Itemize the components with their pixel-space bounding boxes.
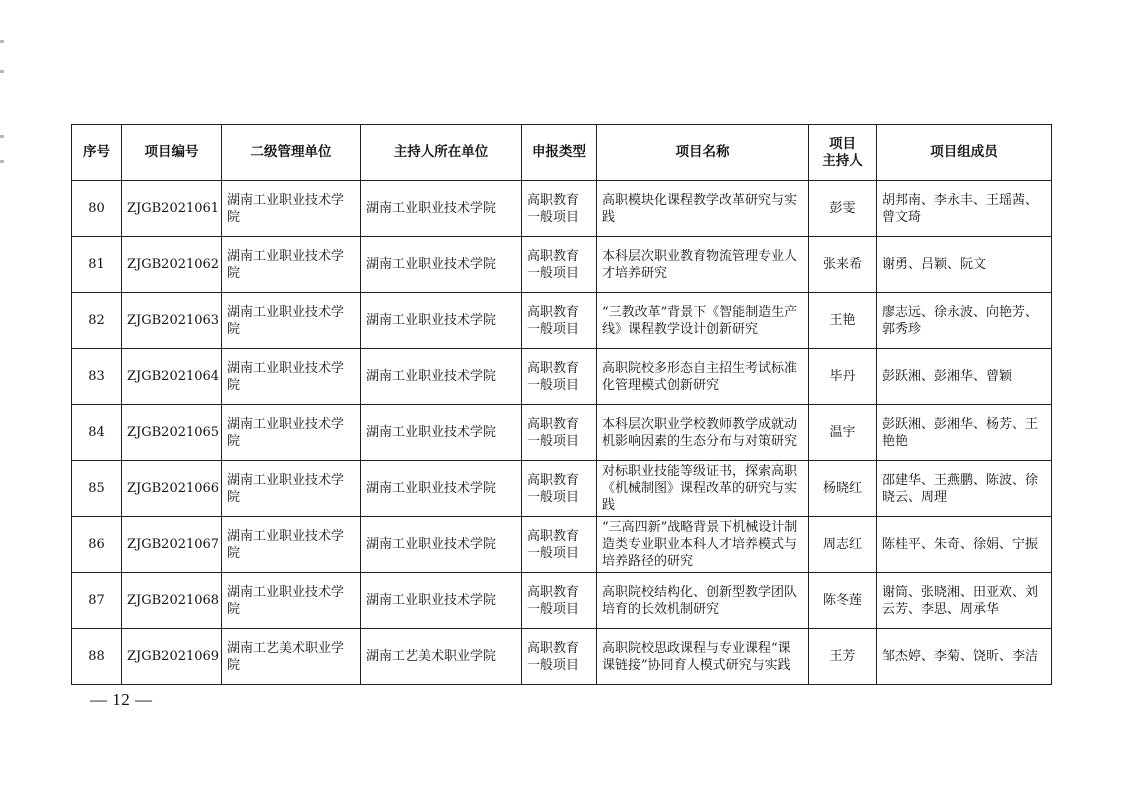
cell-seq: 87 bbox=[72, 573, 122, 629]
cell-host: 毕丹 bbox=[809, 349, 877, 405]
cell-members: 彭跃湘、彭湘华、曾颖 bbox=[877, 349, 1052, 405]
cell-mgmt-unit: 湖南工业职业技术学院 bbox=[222, 461, 361, 517]
cell-apply-type: 高职教育一般项目 bbox=[522, 573, 597, 629]
cell-code: ZJGB2021066 bbox=[122, 461, 222, 517]
table-row bbox=[72, 405, 1052, 461]
cell-code: ZJGB2021062 bbox=[122, 237, 222, 293]
table-row bbox=[72, 517, 1052, 573]
cell-code: ZJGB2021067 bbox=[122, 517, 222, 573]
cell-members: 廖志远、徐永波、向艳芳、郭秀珍 bbox=[877, 293, 1052, 349]
cell-seq: 82 bbox=[72, 293, 122, 349]
project-list-table bbox=[71, 124, 1052, 685]
cell-project-name: 高职院校多形态自主招生考试标准化管理模式创新研究 bbox=[597, 349, 809, 405]
cell-code: ZJGB2021063 bbox=[122, 293, 222, 349]
cell-apply-type: 高职教育一般项目 bbox=[522, 405, 597, 461]
cell-apply-type: 高职教育一般项目 bbox=[522, 349, 597, 405]
cell-members: 邵建华、王燕鹏、陈波、徐晓云、周理 bbox=[877, 461, 1052, 517]
cell-project-name: 本科层次职业教育物流管理专业人才培养研究 bbox=[597, 237, 809, 293]
cell-host: 王艳 bbox=[809, 293, 877, 349]
cell-apply-type: 高职教育一般项目 bbox=[522, 629, 597, 685]
cell-code: ZJGB2021069 bbox=[122, 629, 222, 685]
header-host-line2: 主持人 bbox=[822, 152, 863, 169]
header-project-name: 项目名称 bbox=[597, 125, 809, 181]
cell-seq: 86 bbox=[72, 517, 122, 573]
cell-host-unit: 湖南工业职业技术学院 bbox=[361, 405, 522, 461]
cell-members: 谢筒、张晓湘、田亚欢、刘云芳、李思、周承华 bbox=[877, 573, 1052, 629]
cell-code: ZJGB2021061 bbox=[122, 181, 222, 237]
table-row bbox=[72, 461, 1052, 517]
cell-mgmt-unit: 湖南工业职业技术学院 bbox=[222, 293, 361, 349]
cell-host-unit: 湖南工业职业技术学院 bbox=[361, 181, 522, 237]
cell-seq: 85 bbox=[72, 461, 122, 517]
header-host-unit: 主持人所在单位 bbox=[361, 125, 522, 181]
cell-mgmt-unit: 湖南工业职业技术学院 bbox=[222, 405, 361, 461]
table-row bbox=[72, 181, 1052, 237]
cell-seq: 80 bbox=[72, 181, 122, 237]
header-host-line1: 项目 bbox=[829, 135, 856, 152]
header-mgmt-unit: 二级管理单位 bbox=[222, 125, 361, 181]
cell-mgmt-unit: 湖南工业职业技术学院 bbox=[222, 349, 361, 405]
cell-host-unit: 湖南工业职业技术学院 bbox=[361, 573, 522, 629]
header-code: 项目编号 bbox=[122, 125, 222, 181]
cell-apply-type: 高职教育一般项目 bbox=[522, 181, 597, 237]
cell-project-name: 高职院校结构化、创新型教学团队培育的长效机制研究 bbox=[597, 573, 809, 629]
cell-host-unit: 湖南工业职业技术学院 bbox=[361, 237, 522, 293]
page-number: — 12 — bbox=[90, 690, 153, 709]
cell-host-unit: 湖南工业职业技术学院 bbox=[361, 293, 522, 349]
cell-host: 杨晓红 bbox=[809, 461, 877, 517]
margin-mark bbox=[0, 135, 4, 138]
cell-project-name: “三高四新”战略背景下机械设计制造类专业职业本科人才培养模式与培养路径的研究 bbox=[597, 517, 809, 573]
header-members: 项目组成员 bbox=[877, 125, 1052, 181]
cell-host-unit: 湖南工业职业技术学院 bbox=[361, 349, 522, 405]
cell-mgmt-unit: 湖南工业职业技术学院 bbox=[222, 237, 361, 293]
cell-members: 邹杰婷、李菊、饶昕、李洁 bbox=[877, 629, 1052, 685]
table-header-row bbox=[72, 125, 1052, 181]
table-row bbox=[72, 293, 1052, 349]
table-body bbox=[72, 181, 1052, 685]
cell-members: 谢勇、吕颖、阮文 bbox=[877, 237, 1052, 293]
cell-members: 胡邦南、李永丰、王瑶茜、曾文琦 bbox=[877, 181, 1052, 237]
cell-apply-type: 高职教育一般项目 bbox=[522, 461, 597, 517]
cell-apply-type: 高职教育一般项目 bbox=[522, 237, 597, 293]
cell-apply-type: 高职教育一般项目 bbox=[522, 293, 597, 349]
cell-host-unit: 湖南工艺美术职业学院 bbox=[361, 629, 522, 685]
header-apply-type: 申报类型 bbox=[522, 125, 597, 181]
cell-seq: 81 bbox=[72, 237, 122, 293]
cell-host: 王芳 bbox=[809, 629, 877, 685]
cell-host: 张来希 bbox=[809, 237, 877, 293]
table-row bbox=[72, 237, 1052, 293]
cell-project-name: 高职院校思政课程与专业课程“课课链接”协同育人模式研究与实践 bbox=[597, 629, 809, 685]
cell-code: ZJGB2021064 bbox=[122, 349, 222, 405]
table-row bbox=[72, 629, 1052, 685]
cell-seq: 84 bbox=[72, 405, 122, 461]
cell-host: 温宇 bbox=[809, 405, 877, 461]
cell-host-unit: 湖南工业职业技术学院 bbox=[361, 461, 522, 517]
cell-project-name: 对标职业技能等级证书，探索高职《机械制图》课程改革的研究与实践 bbox=[597, 461, 809, 517]
cell-mgmt-unit: 湖南工艺美术职业学院 bbox=[222, 629, 361, 685]
table-row bbox=[72, 349, 1052, 405]
margin-mark bbox=[0, 160, 4, 163]
cell-host: 周志红 bbox=[809, 517, 877, 573]
margin-mark bbox=[0, 70, 4, 73]
header-seq: 序号 bbox=[72, 125, 122, 181]
cell-host: 陈冬莲 bbox=[809, 573, 877, 629]
header-host bbox=[809, 125, 877, 181]
cell-members: 彭跃湘、彭湘华、杨芳、王艳艳 bbox=[877, 405, 1052, 461]
cell-mgmt-unit: 湖南工业职业技术学院 bbox=[222, 573, 361, 629]
cell-code: ZJGB2021068 bbox=[122, 573, 222, 629]
cell-apply-type: 高职教育一般项目 bbox=[522, 517, 597, 573]
cell-mgmt-unit: 湖南工业职业技术学院 bbox=[222, 517, 361, 573]
cell-members: 陈桂平、朱奇、徐娟、宁振 bbox=[877, 517, 1052, 573]
cell-code: ZJGB2021065 bbox=[122, 405, 222, 461]
margin-mark bbox=[0, 40, 4, 43]
cell-project-name: “三教改革”背景下《智能制造生产线》课程教学设计创新研究 bbox=[597, 293, 809, 349]
cell-seq: 88 bbox=[72, 629, 122, 685]
cell-project-name: 本科层次职业学校教师教学成就动机影响因素的生态分布与对策研究 bbox=[597, 405, 809, 461]
cell-host: 彭雯 bbox=[809, 181, 877, 237]
cell-project-name: 高职模块化课程教学改革研究与实践 bbox=[597, 181, 809, 237]
cell-host-unit: 湖南工业职业技术学院 bbox=[361, 517, 522, 573]
cell-mgmt-unit: 湖南工业职业技术学院 bbox=[222, 181, 361, 237]
table-row bbox=[72, 573, 1052, 629]
cell-seq: 83 bbox=[72, 349, 122, 405]
